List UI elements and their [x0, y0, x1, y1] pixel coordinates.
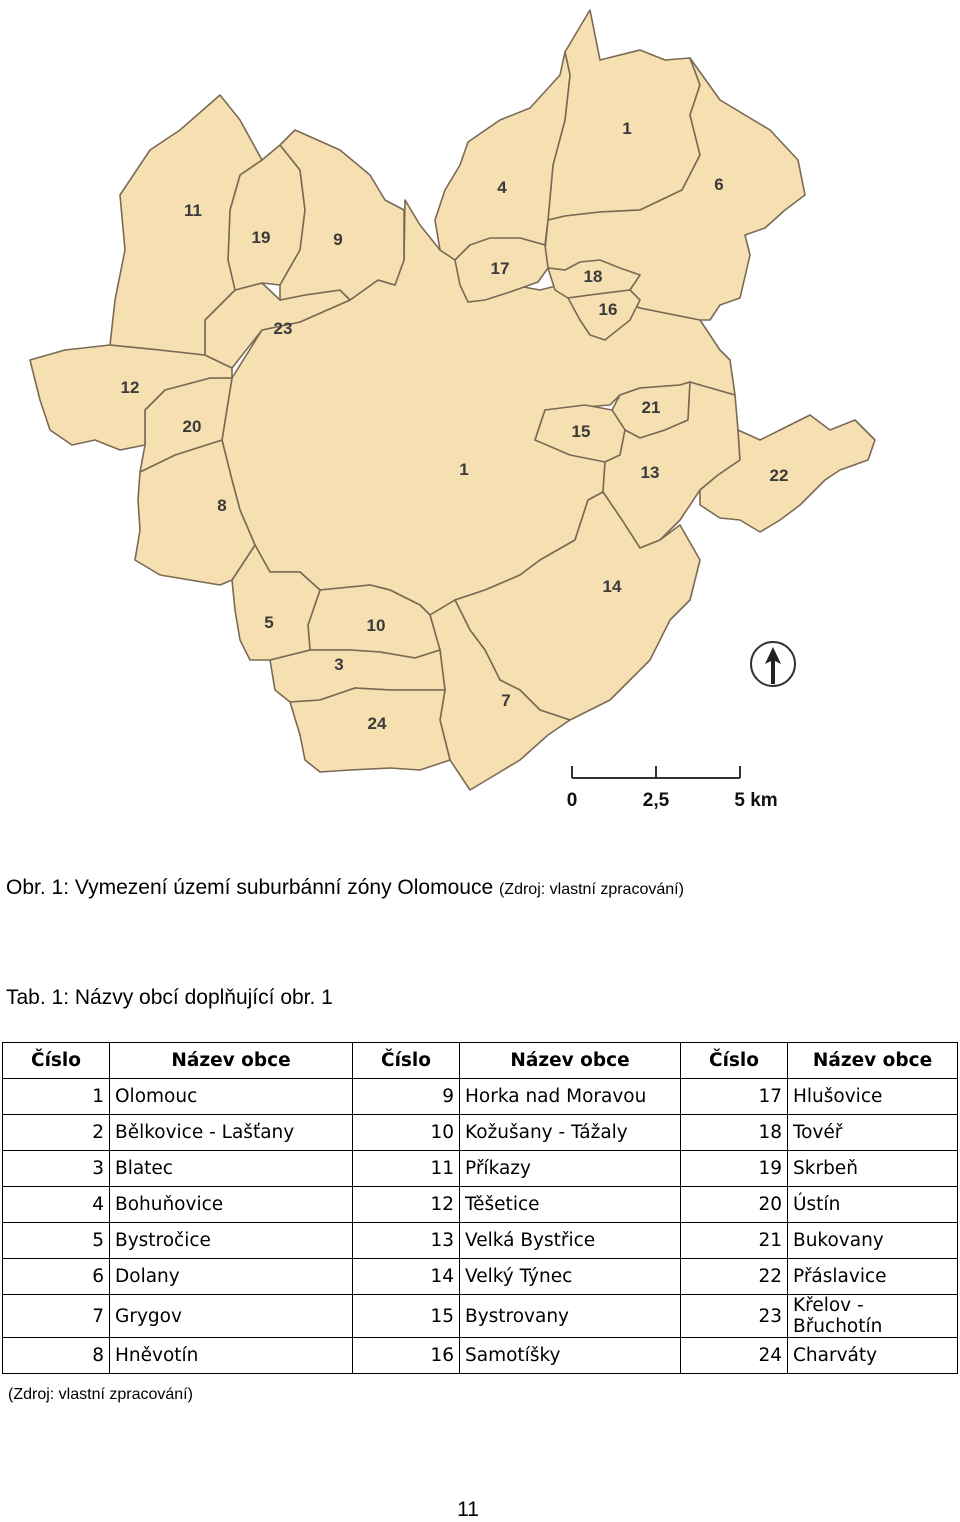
cell-number: 11	[353, 1151, 460, 1187]
region-label-17: 17	[490, 259, 510, 278]
cell-number: 3	[3, 1151, 110, 1187]
cell-name: Hněvotín	[110, 1338, 353, 1374]
cell-name: Bukovany	[788, 1223, 958, 1259]
header-name-3: Název obce	[788, 1043, 958, 1079]
region-label-15: 15	[571, 422, 591, 441]
cell-name: Horka nad Moravou	[460, 1079, 681, 1115]
region-label-1: 1	[459, 460, 469, 479]
cell-number: 10	[353, 1115, 460, 1151]
cell-number: 16	[353, 1338, 460, 1374]
region-label-6: 6	[714, 175, 724, 194]
cell-number: 20	[681, 1187, 788, 1223]
region-label-24: 24	[367, 714, 387, 733]
cell-name: Grygov	[110, 1295, 353, 1338]
cell-number: 22	[681, 1259, 788, 1295]
cell-name: Velký Týnec	[460, 1259, 681, 1295]
region-1-north	[548, 10, 700, 220]
cell-number: 4	[3, 1187, 110, 1223]
region-label-1-north: 1	[622, 119, 632, 138]
region-label-18: 18	[583, 267, 603, 286]
table-row	[3, 1295, 958, 1338]
cell-name: Samotíšky	[460, 1338, 681, 1374]
table-row	[3, 1187, 958, 1223]
header-number-2: Číslo	[353, 1043, 460, 1079]
cell-name: Hlušovice	[788, 1079, 958, 1115]
cell-number: 12	[353, 1187, 460, 1223]
region-label-11: 11	[184, 201, 202, 220]
cell-name: Skrbeň	[788, 1151, 958, 1187]
cell-number: 6	[3, 1259, 110, 1295]
cell-name: Křelov - Břuchotín	[788, 1295, 958, 1338]
cell-number: 2	[3, 1115, 110, 1151]
scale-bar	[567, 766, 778, 811]
region-label-10: 10	[366, 616, 386, 635]
region-label-12: 12	[120, 378, 140, 397]
figure-caption	[6, 876, 684, 900]
table-row	[3, 1151, 958, 1187]
region-label-4: 4	[497, 178, 507, 197]
table-source: (Zdroj: vlastní zpracování)	[8, 1386, 193, 1403]
cell-name: Bohuňovice	[110, 1187, 353, 1223]
header-name-2: Název obce	[460, 1043, 681, 1079]
region-label-22: 22	[769, 466, 789, 485]
figure-caption-text: Obr. 1: Vymezení území suburbánní zóny Olomouce	[6, 876, 499, 899]
region-label-13: 13	[640, 463, 660, 482]
cell-number: 15	[353, 1295, 460, 1338]
table-title: Tab. 1: Názvy obcí doplňující obr. 1	[6, 986, 333, 1009]
cell-name: Tovéř	[788, 1115, 958, 1151]
cell-number: 23	[681, 1295, 788, 1338]
cell-name: Blatec	[110, 1151, 353, 1187]
cell-number: 18	[681, 1115, 788, 1151]
page-number: 11	[457, 1498, 479, 1521]
cell-number: 14	[353, 1259, 460, 1295]
cell-number: 7	[3, 1295, 110, 1338]
header-number-3: Číslo	[681, 1043, 788, 1079]
header-number-1: Číslo	[3, 1043, 110, 1079]
table-body	[3, 1079, 958, 1374]
table-row	[3, 1338, 958, 1374]
cell-number: 13	[353, 1223, 460, 1259]
cell-name: Velká Bystřice	[460, 1223, 681, 1259]
figure-caption-source: (Zdroj: vlastní zpracování)	[498, 881, 684, 898]
cell-number: 19	[681, 1151, 788, 1187]
region-label-5: 5	[264, 613, 274, 632]
cell-name: Charváty	[788, 1338, 958, 1374]
table-row	[3, 1079, 958, 1115]
header-name-1: Název obce	[110, 1043, 353, 1079]
cell-name: Bystročice	[110, 1223, 353, 1259]
scale-label-mid: 2,5	[642, 790, 670, 811]
region-label-19: 19	[251, 228, 271, 247]
cell-number: 24	[681, 1338, 788, 1374]
cell-name: Ústín	[788, 1187, 958, 1223]
region-label-3: 3	[334, 655, 344, 674]
cell-number: 21	[681, 1223, 788, 1259]
table-row	[3, 1259, 958, 1295]
region-label-14: 14	[602, 577, 622, 596]
region-label-16: 16	[598, 300, 618, 319]
cell-name: Přáslavice	[788, 1259, 958, 1295]
region-label-7: 7	[501, 691, 511, 710]
region-label-20: 20	[182, 417, 202, 436]
cell-number: 5	[3, 1223, 110, 1259]
scale-label-end: 5 km	[734, 790, 778, 811]
cell-name: Olomouc	[110, 1079, 353, 1115]
scale-label-zero: 0	[566, 790, 578, 811]
municipality-names-table	[2, 1042, 958, 1374]
cell-number: 1	[3, 1079, 110, 1115]
region-label-23: 23	[273, 319, 293, 338]
cell-name: Příkazy	[460, 1151, 681, 1187]
cell-name: Kožušany - Tážaly	[460, 1115, 681, 1151]
cell-name: Dolany	[110, 1259, 353, 1295]
cell-name: Těšetice	[460, 1187, 681, 1223]
north-arrow-icon	[751, 642, 795, 686]
table-row	[3, 1223, 958, 1259]
cell-name: Bělkovice - Lašťany	[110, 1115, 353, 1151]
cell-number: 17	[681, 1079, 788, 1115]
cell-number: 9	[353, 1079, 460, 1115]
table-header-row	[3, 1043, 958, 1079]
cell-number: 8	[3, 1338, 110, 1374]
table-row	[3, 1115, 958, 1151]
region-label-21: 21	[641, 398, 661, 417]
cell-name: Bystrovany	[460, 1295, 681, 1338]
region-label-8: 8	[217, 496, 227, 515]
region-label-9: 9	[333, 230, 343, 249]
